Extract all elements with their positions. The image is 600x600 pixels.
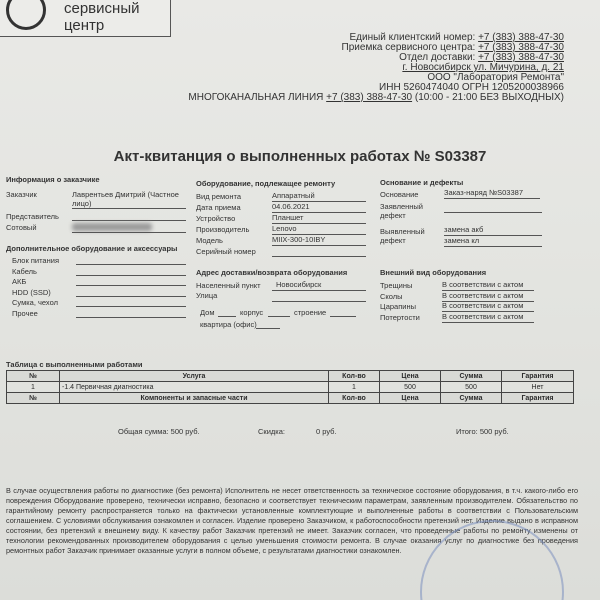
redacted-phone: [72, 223, 152, 231]
extra-item-line: [76, 317, 186, 318]
equipment-label: Дата приема: [196, 203, 241, 212]
extra-item-line: [76, 296, 186, 297]
table-row: [7, 382, 574, 393]
declared-line: [444, 212, 542, 213]
defects-section-title: Основание и дефекты: [380, 178, 464, 187]
total-sum: Общая сумма: 500 руб.: [118, 427, 200, 436]
found-label-2: дефект: [380, 236, 406, 245]
extra-item-line: [76, 264, 186, 265]
delivery-section-title: Адрес доставки/возврата оборудования: [196, 268, 348, 277]
korpus-line: [268, 316, 290, 317]
customer-line: [72, 208, 186, 209]
representative-label: Представитель: [6, 212, 59, 221]
equipment-label: Модель: [196, 236, 223, 245]
equipment-value: Аппаратный: [272, 191, 366, 202]
declared-label: Заявленный: [380, 202, 423, 211]
company-line: ООО "Лаборатория Ремонта": [427, 72, 564, 83]
appearance-label: Потертости: [380, 312, 420, 322]
extra-equipment-section-title: Дополнительное оборудование и аксессуары: [6, 244, 178, 253]
row-number: 1: [7, 382, 60, 393]
korpus-label: корпус: [240, 308, 264, 317]
logo-block: [0, 0, 171, 37]
parts-header-warranty: Гарантия: [502, 393, 574, 404]
customer-label: Заказчик: [6, 190, 37, 199]
phone-label: Сотовый: [6, 223, 37, 232]
customer-section-title: Информация о заказчике: [6, 175, 100, 184]
equipment-section-title: Оборудование, подлежащее ремонту: [196, 179, 336, 188]
client-number-line: Единый клиентский номер: +7 (383) 388-47-30: [349, 32, 564, 43]
appearance-label: Царапины: [380, 302, 417, 311]
reception-phone-link[interactable]: +7 (383) 388-47-30: [478, 42, 564, 53]
parts-header-price: Цена: [380, 393, 441, 404]
multiline-phone-link[interactable]: +7 (383) 388-47-30: [326, 92, 413, 103]
parts-header-number: №: [7, 393, 60, 404]
extra-item-label: Прочее: [12, 308, 38, 318]
equipment-label: Устройство: [196, 214, 236, 223]
appearance-value: В соответствии с актом: [442, 291, 534, 302]
multiline-line: МНОГОКАНАЛЬНАЯ ЛИНИЯ +7 (383) 388-47-30 (10:00 - 21:00 БЕЗ ВЫХОДНЫХ): [188, 92, 564, 103]
equipment-value: Lenovo: [272, 224, 366, 235]
works-section-title: Таблица с выполненными работами: [6, 360, 143, 369]
building-line: [330, 316, 356, 317]
row-warranty: Нет: [502, 382, 574, 393]
parts-header-qty: Кол-во: [329, 393, 380, 404]
equipment-value: [272, 246, 366, 257]
discount-label: Скидка:: [258, 427, 285, 436]
delivery-line: Отдел доставки: +7 (383) 388-47-30: [399, 52, 564, 63]
basis-label: Основание: [380, 190, 419, 199]
row-qty: 1: [329, 382, 380, 393]
header-price: Цена: [380, 371, 441, 382]
logo-icon: [6, 0, 46, 30]
header-sum: Сумма: [441, 371, 502, 382]
equipment-value: MIIX-300-10IBY: [272, 235, 366, 246]
appearance-value: В соответствии с актом: [442, 301, 534, 312]
disclaimer-text: В случае осуществления работы по диагностике (без ремонта) Исполнитель не несет ответственность за техническое состояние оборудования, в т.ч. какого-либо его повреждения Оборудование проверено, технически исправно, безопасно и соответствует техническим параметрам, заявленным производителем. Обязательство по гарантийному ремонту распространяется только на фактически установленные комплектующие и выполненные работы в соответствии с Пользовательским соглашением. С условиями обслуживания ознакомлен и согласен. Изделие проверено Заказчиком, к работоспособности претензий нет. Изделие выдано в исправном состоянии, без претензий к внешнему виду. К качеству работ Заказчик претензий не имеет. Заказчик согласен, что проведенные работы по ремонту изменены от технологии рекомендованных производителем оборудования с целью уменьшения стоимости ремонта. В случае оказания услуг по диагностике без проведения ремонтных работ Заказчик принимает оказанные услуги в полном объеме, с результатами диагностики ознакомлен.: [6, 486, 578, 555]
header-qty: Кол-во: [329, 371, 380, 382]
found-value-2: замена кл: [444, 236, 542, 247]
extra-item-line: [76, 306, 186, 307]
appearance-label: Трещины: [380, 281, 413, 290]
inn-line: ИНН 5260474040 ОГРН 1205200038966: [379, 82, 564, 93]
extra-item-label: АКБ: [12, 277, 27, 286]
header-warranty: Гарантия: [502, 371, 574, 382]
phone-line: [72, 232, 186, 233]
building-label: строение: [294, 308, 327, 317]
equipment-value: Планшет: [272, 213, 366, 224]
house-label: Дом: [200, 308, 215, 317]
header-number: №: [7, 371, 60, 382]
extra-item-label: Сумка, чехол: [12, 298, 58, 307]
parts-table-header: [7, 393, 574, 404]
street-label: Улица: [196, 291, 218, 300]
city-value: Новосибирск: [272, 280, 366, 291]
discount-value: 0 руб.: [316, 427, 337, 436]
address-line: г. Новосибирск ул. Мичурина, д. 21: [402, 62, 564, 73]
reception-line: Приемка сервисного центра: +7 (383) 388-47-30: [341, 42, 564, 53]
representative-line: [72, 220, 186, 221]
flat-line: [256, 328, 280, 329]
extra-item-line: [76, 285, 186, 286]
equipment-label: Вид ремонта: [196, 192, 241, 201]
appearance-value: В соответствии с актом: [442, 312, 534, 323]
customer-value-2: лицо): [72, 199, 92, 208]
street-line: [272, 301, 366, 302]
appearance-value: В соответствии с актом: [442, 280, 534, 291]
final-total: Итого: 500 руб.: [456, 427, 509, 436]
extra-item-label: HDD (SSD): [12, 287, 51, 297]
city-label: Населенный пункт: [196, 281, 261, 290]
parts-header-sum: Сумма: [441, 393, 502, 404]
header-service: Услуга: [60, 371, 329, 382]
house-line: [218, 316, 236, 317]
appearance-label: Сколы: [380, 291, 403, 301]
logo-text: сервисный центр: [64, 0, 140, 34]
found-label: Выявленный: [380, 227, 425, 236]
appearance-section-title: Внешний вид оборудования: [380, 268, 487, 277]
flat-label: квартира (офис): [200, 320, 257, 329]
row-service: -1.4 Первичная диагностика: [60, 382, 329, 393]
works-table: [6, 370, 574, 404]
declared-label-2: дефект: [380, 211, 406, 220]
basis-value: Заказ-наряд №S03387: [444, 188, 540, 199]
client-phone-link[interactable]: +7 (383) 388-47-30: [478, 32, 564, 43]
delivery-phone-link[interactable]: +7 (383) 388-47-30: [478, 52, 564, 63]
equipment-label: Производитель: [196, 225, 250, 234]
parts-header-name: Компоненты и запасные части: [60, 393, 329, 404]
extra-item-line: [76, 275, 186, 276]
customer-value: Лаврентьев Дмитрий (Частное: [72, 190, 179, 199]
row-sum: 500: [441, 382, 502, 393]
extra-item-label: Блок питания: [12, 256, 59, 265]
found-value-1: замена акб: [444, 225, 542, 236]
document-title: Акт-квитанция о выполненных работах № S03387: [113, 148, 487, 165]
equipment-value: 04.06.2021: [272, 202, 366, 213]
works-table-header: [7, 371, 574, 382]
extra-item-label: Кабель: [12, 266, 37, 276]
row-price: 500: [380, 382, 441, 393]
equipment-label: Серийный номер: [196, 247, 256, 256]
